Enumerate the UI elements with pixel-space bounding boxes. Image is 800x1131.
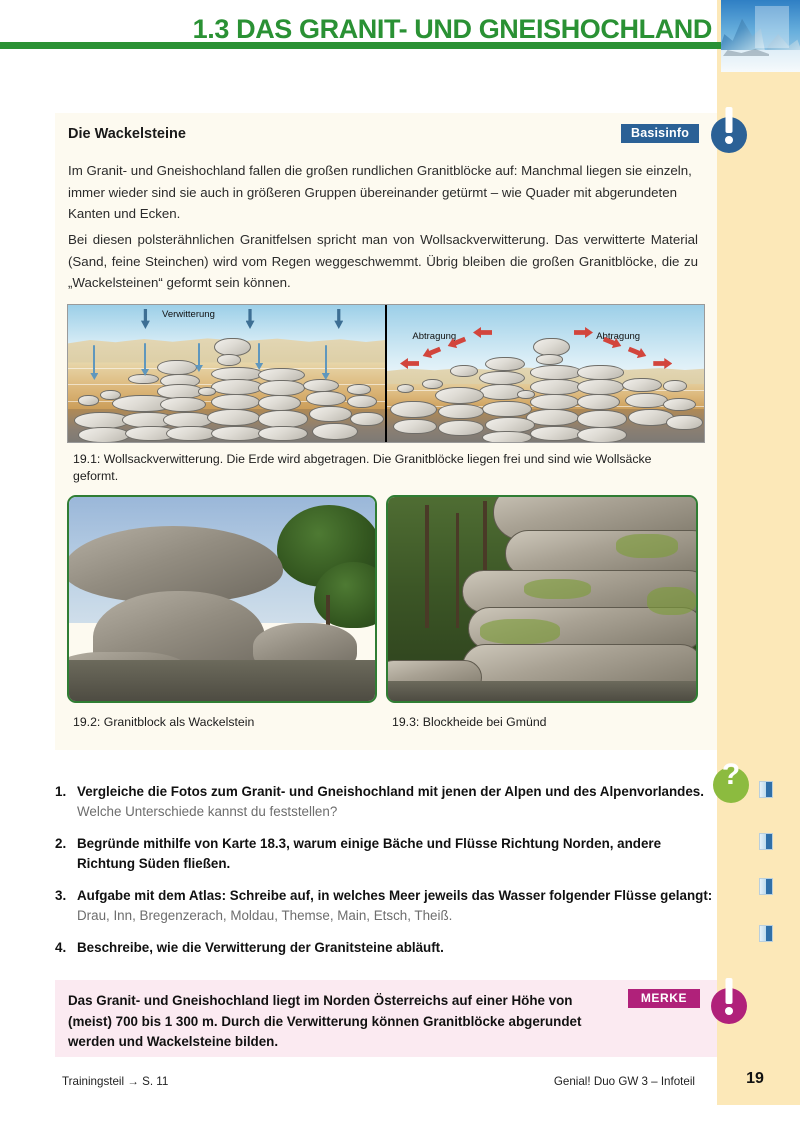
- granite-pebble: [347, 384, 371, 394]
- seepage-arrow-icon: [258, 343, 260, 365]
- granite-block: [438, 420, 484, 436]
- seepage-arrow-icon: [325, 345, 327, 375]
- mountain-photo: [721, 0, 800, 72]
- figure-19-1-caption: 19.1: Wollsackverwitterung. Die Erde wird abgetragen. Die Granitblöcke liegen frei und sind wie Wollsäcke geformt.: [73, 452, 652, 483]
- body-paragraph-2: Bei diesen polsterähnlichen Granitfelsen spricht man von Wollsackverwitterung. Das verwitterte Material (Sand, feine Steinchen) wird vom Regen weggeschwemmt. Übrig bleiben die großen Granitblöcke, die zu „Wackelsteinen“ geformt sein können.: [68, 232, 698, 290]
- question-icon: [713, 758, 749, 803]
- granite-block: [577, 410, 627, 427]
- header-photo-filler: [721, 72, 800, 106]
- granite-block: [479, 371, 525, 385]
- exercise-number: 3.: [55, 888, 67, 903]
- merke-panel: [55, 980, 717, 1057]
- exercise-subtask: Welche Unterschiede kannst du feststellen?: [77, 803, 338, 819]
- granite-pebble: [78, 395, 99, 405]
- page-number: 19: [746, 1070, 764, 1087]
- granite-block: [166, 426, 216, 442]
- photo-ground: [388, 681, 696, 701]
- footer-right-text: Genial! Duo GW 3 – Infoteil: [553, 1075, 695, 1088]
- granite-block: [438, 404, 484, 420]
- photo-ground: [69, 660, 375, 701]
- granite-block: [482, 401, 532, 417]
- exclamation-icon: [711, 117, 747, 153]
- granite-block: [309, 406, 352, 422]
- basisinfo-panel: [55, 113, 717, 750]
- exercise-item-1: [55, 782, 715, 821]
- granite-block: [530, 394, 580, 410]
- footer-left-text: Trainingsteil → S. 11: [62, 1075, 169, 1088]
- granite-block: [530, 365, 583, 379]
- granite-block: [390, 401, 436, 418]
- body-paragraph-1: Im Granit- und Gneishochland fallen die großen rundlichen Granitblöcke auf: Manchmal liegen sie einzeln, immer wieder sind sie auch in größeren Gruppen übereinander getürmt – wie Quader mit abgerundeten Kanten und Ecken.: [68, 163, 692, 221]
- exercise-task: Beschreibe, wie die Verwitterung der Granitsteine abläuft.: [77, 940, 444, 955]
- exercise-item-3: [55, 886, 715, 925]
- exclamation-dot: [725, 1007, 733, 1015]
- book-icon: [759, 833, 773, 850]
- granite-block: [530, 426, 583, 442]
- exercise-task: Begründe mithilfe von Karte 18.3, warum einige Bäche und Flüsse Richtung Norden, andere Richtung Süden fließen.: [77, 836, 662, 871]
- moss-patch: [647, 587, 696, 616]
- exclamation-bar: [726, 107, 733, 133]
- granite-block: [577, 427, 627, 442]
- granite-block: [435, 387, 485, 404]
- photo-tree-trunk: [456, 513, 459, 627]
- seepage-arrow-icon: [144, 343, 146, 371]
- granite-pebble: [517, 390, 535, 399]
- figure-19-2-caption: 19.2: Granitblock als Wackelstein: [73, 715, 255, 729]
- granite-block: [258, 426, 308, 442]
- granite-pebble: [128, 374, 159, 384]
- granite-block: [211, 394, 261, 410]
- granite-block: [577, 379, 623, 395]
- section-heading: Die Wackelsteine: [68, 126, 186, 142]
- question-mark-glyph: ?: [721, 758, 741, 791]
- granite-block: [78, 427, 131, 442]
- exercise-number: 2.: [55, 836, 67, 851]
- exercise-number: 1.: [55, 784, 67, 799]
- moss-patch: [480, 619, 560, 643]
- exercise-item-2: [55, 834, 715, 873]
- granite-block: [393, 419, 436, 435]
- exercise-task: Aufgabe mit dem Atlas: Schreibe auf, in welches Meer jeweils das Wasser folgender Flüsse gelangt:: [77, 888, 713, 903]
- granite-block: [207, 409, 260, 426]
- granite-block: [350, 412, 384, 426]
- moss-patch: [616, 534, 678, 558]
- label-abtragung-left: Abtragung: [412, 331, 457, 342]
- granite-block: [312, 423, 358, 440]
- book-icon: [759, 781, 773, 798]
- figure-19-3-photo: [386, 495, 698, 703]
- exclamation-bar: [726, 978, 733, 1004]
- page-title: 1.3 DAS GRANIT- UND GNEISHOCHLAND: [192, 14, 712, 44]
- sidebar-footer-cut: [717, 1105, 800, 1131]
- figure-19-1: [67, 304, 705, 443]
- granite-block: [536, 354, 563, 364]
- book-icon: [759, 878, 773, 895]
- photo-overlay-square: [755, 6, 789, 48]
- book-icon: [759, 925, 773, 942]
- granite-block: [211, 379, 264, 395]
- diagram-abtragung: [385, 305, 704, 442]
- right-sidebar: [717, 0, 800, 1131]
- seepage-arrow-icon: [198, 343, 200, 367]
- granite-block: [258, 410, 308, 427]
- granite-pebble: [100, 390, 121, 400]
- granite-block: [625, 393, 668, 409]
- granite-block: [303, 379, 340, 392]
- figure-19-3-caption: 19.3: Blockheide bei Gmünd: [392, 715, 547, 729]
- granite-pebble: [422, 379, 443, 389]
- granite-block: [577, 394, 620, 410]
- figure-19-2-photo: [67, 495, 377, 703]
- exercise-list: [55, 782, 715, 971]
- granite-block: [666, 415, 703, 431]
- merke-text: Das Granit- und Gneishochland liegt im Norden Österreichs auf einer Höhe von (meist) 700 bis 1 300 m. Durch die Verwitterung können Granitblöcke abgerundet werden und Wackelsteine bilden.: [68, 993, 582, 1049]
- granite-pebble: [450, 365, 477, 377]
- merke-badge: MERKE: [628, 989, 700, 1008]
- granite-block: [482, 431, 532, 442]
- basisinfo-badge: Basisinfo: [621, 124, 699, 143]
- granite-block: [217, 354, 241, 366]
- granite-pebble: [198, 387, 216, 396]
- granite-block: [211, 426, 264, 442]
- granite-block: [258, 395, 301, 411]
- page-header: [0, 0, 800, 100]
- label-abtragung-right: Abtragung: [596, 331, 641, 342]
- granite-block: [530, 379, 583, 395]
- exercise-subtask: Drau, Inn, Bregenzerach, Moldau, Themse, Main, Etsch, Theiß.: [77, 907, 453, 923]
- exercise-item-4: [55, 938, 715, 958]
- exclamation-icon: [711, 988, 747, 1024]
- label-verwitterung: Verwitterung: [162, 309, 215, 320]
- granite-block: [622, 378, 662, 392]
- granite-block: [258, 380, 304, 396]
- exclamation-dot: [725, 136, 733, 144]
- diagram-verwitterung: [68, 305, 385, 442]
- granite-block: [577, 365, 623, 379]
- granite-pebble: [663, 380, 687, 392]
- exercise-number: 4.: [55, 940, 67, 955]
- granite-block: [306, 391, 346, 405]
- moss-patch: [524, 579, 592, 599]
- photo-tree-trunk: [425, 505, 429, 627]
- exercise-task: Vergleiche die Fotos zum Granit- und Gneishochland mit jenen der Alpen und des Alpenvorlandes.: [77, 784, 704, 799]
